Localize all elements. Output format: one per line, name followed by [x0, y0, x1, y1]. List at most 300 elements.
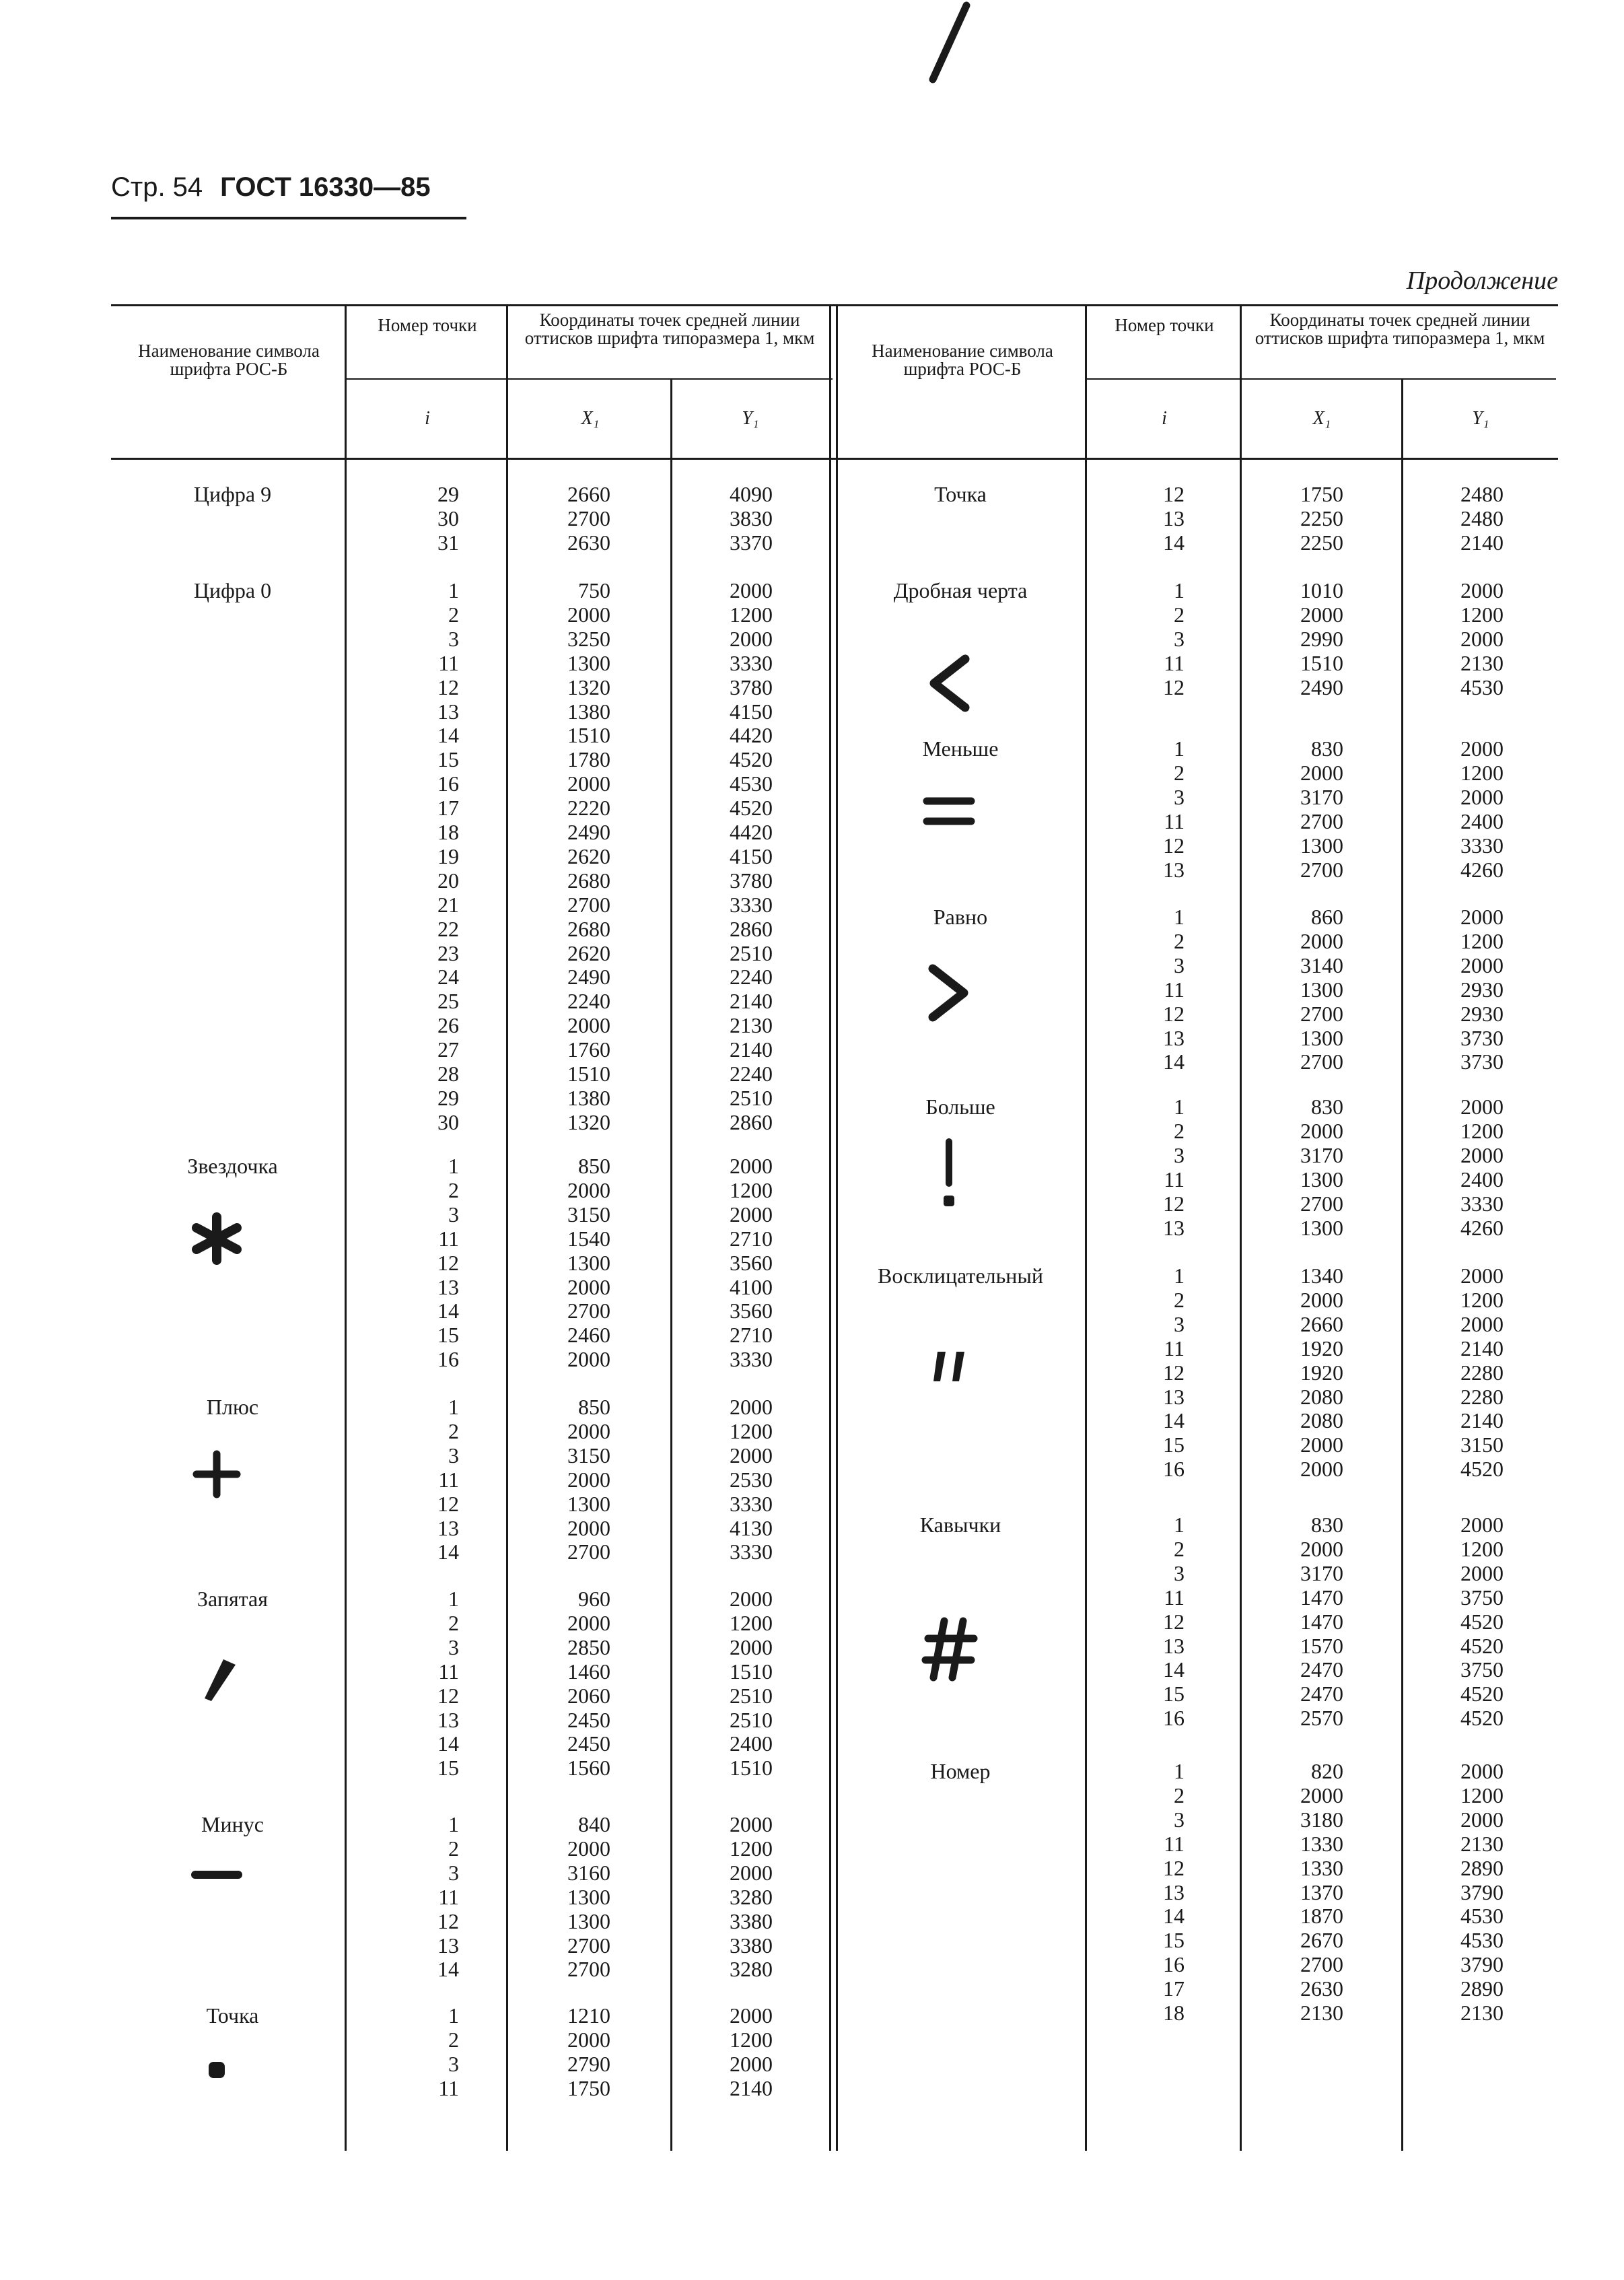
continuation-label: Продолжение	[1406, 267, 1558, 295]
x-coordinate-cell: 1750	[1300, 482, 1343, 506]
point-number-cell: 1	[448, 1395, 459, 1419]
y-coordinate-cell: 3330	[730, 892, 773, 917]
point-number-cell: 1	[1174, 736, 1185, 761]
point-number-cell: 2	[1174, 1536, 1185, 1561]
point-number-cell: 2	[1174, 1287, 1185, 1312]
page-header-title	[111, 174, 431, 201]
x-coordinate-cell: 1560	[567, 1756, 610, 1781]
x-coordinate-cell: 1300	[567, 1908, 610, 1933]
x-coordinate-cell: 2000	[567, 1610, 610, 1635]
y-coordinate-cell: 2400	[730, 1731, 773, 1756]
y-coordinate-cell: 4520	[1460, 1706, 1504, 1731]
x-coordinate-cell: 1870	[1300, 1904, 1343, 1929]
y-coordinate-cell: 2000	[1460, 953, 1504, 977]
symbol-name: Запятая	[197, 1587, 268, 1611]
y-coordinate-cell: 1200	[1460, 1287, 1504, 1312]
x-coordinate-cell: 2850	[567, 1634, 610, 1659]
point-number-cell: 11	[438, 2075, 459, 2100]
point-number-cell: 3	[448, 2051, 459, 2076]
x-coordinate-cell: 1300	[1300, 1215, 1343, 1240]
y-coordinate-cell: 2000	[1460, 626, 1504, 651]
point-number-cell: 12	[1163, 1191, 1185, 1216]
y-coordinate-cell: 2000	[1460, 1759, 1504, 1783]
x-coordinate-cell: 3170	[1300, 1142, 1343, 1167]
point-number-cell: 3	[1174, 626, 1185, 651]
y-coordinate-cell: 4100	[730, 1274, 773, 1299]
x-coordinate-cell: 2700	[567, 1540, 610, 1564]
y-coordinate-cell: 2860	[730, 916, 773, 941]
greater-than-glyph	[922, 959, 976, 1030]
x-coordinate-cell: 860	[1311, 905, 1343, 929]
point-number-cell: 28	[437, 1062, 459, 1086]
x-coordinate-cell: 1010	[1300, 578, 1343, 602]
y-coordinate-cell: 2000	[730, 1634, 773, 1659]
y-coordinate-cell: 2000	[730, 1154, 773, 1178]
header-bottom-rule	[111, 458, 1558, 460]
x-coordinate-cell: 1470	[1300, 1609, 1343, 1634]
x-coordinate-cell: 1920	[1300, 1360, 1343, 1385]
x-coordinate-cell: 830	[1311, 1513, 1343, 1537]
header-coordinates-right: Координаты точек средней линии оттисков шрифта типоразмера 1, мкм	[1255, 310, 1545, 348]
point-number-cell: 2	[1174, 760, 1185, 785]
symbol-name: Цифра 9	[193, 482, 272, 506]
y-coordinate-cell: 4530	[730, 771, 773, 796]
point-number-cell: 18	[437, 820, 459, 844]
point-number-cell: 3	[448, 1634, 459, 1659]
x-coordinate-cell: 2450	[567, 1707, 610, 1732]
y-coordinate-cell: 3370	[730, 530, 773, 555]
point-number-cell: 11	[438, 1884, 459, 1909]
point-number-cell: 13	[437, 1515, 459, 1540]
y-coordinate-cell: 2000	[1460, 1142, 1504, 1167]
y-coordinate-cell: 2510	[730, 1683, 773, 1708]
y-coordinate-cell: 2890	[1460, 1976, 1504, 2001]
x-coordinate-cell: 1300	[567, 1250, 610, 1275]
slash-glyph	[922, 0, 976, 91]
x-coordinate-cell: 2250	[1300, 506, 1343, 530]
y-coordinate-cell: 1510	[730, 1756, 773, 1781]
x-coordinate-cell: 1510	[567, 723, 610, 748]
y-coordinate-cell: 2510	[730, 940, 773, 965]
x-coordinate-cell: 2080	[1300, 1408, 1343, 1433]
x-coordinate-cell: 2700	[567, 506, 610, 530]
point-number-cell: 14	[437, 1957, 459, 1982]
point-number-cell: 13	[1163, 506, 1185, 530]
point-number-cell: 15	[1163, 1928, 1185, 1953]
x-coordinate-cell: 2000	[567, 1515, 610, 1540]
y-coordinate-cell: 2710	[730, 1226, 773, 1251]
symbol-name: Точка	[934, 482, 987, 506]
point-number-cell: 11	[1164, 977, 1185, 1002]
y-coordinate-cell: 3330	[730, 650, 773, 675]
point-number-cell: 18	[1163, 2001, 1185, 2025]
y-coordinate-cell: 3380	[730, 1908, 773, 1933]
y-coordinate-cell: 1200	[730, 2027, 773, 2052]
x-coordinate-cell: 2460	[567, 1323, 610, 1348]
x-coordinate-cell: 3150	[567, 1443, 610, 1467]
y-coordinate-cell: 2710	[730, 1323, 773, 1348]
header-symbol-name-left: Наименование символа шрифта РОС-Б	[138, 341, 320, 379]
y-coordinate-cell: 1200	[1460, 928, 1504, 953]
y-coordinate-cell: 4260	[1460, 1215, 1504, 1240]
point-number-cell: 2	[1174, 1118, 1185, 1143]
point-number-cell: 1	[1174, 1513, 1185, 1537]
point-number-cell: 15	[1163, 1432, 1185, 1457]
x-coordinate-cell: 1320	[567, 1109, 610, 1134]
point-number-cell: 11	[1164, 650, 1185, 675]
y-coordinate-cell: 3560	[730, 1299, 773, 1323]
x-coordinate-cell: 1380	[567, 699, 610, 724]
x-coordinate-cell: 2000	[567, 1347, 610, 1372]
x-coordinate-cell: 2000	[567, 1274, 610, 1299]
point-number-cell: 1	[448, 1587, 459, 1611]
y-coordinate-cell: 2000	[730, 578, 773, 602]
point-number-cell: 12	[1163, 675, 1185, 699]
symbol-name: Больше	[925, 1095, 995, 1119]
y-coordinate-cell: 3780	[730, 868, 773, 893]
y-coordinate-cell: 4530	[1460, 1904, 1504, 1929]
x-coordinate-cell: 2660	[567, 482, 610, 506]
point-number-cell: 11	[438, 1659, 459, 1684]
symbol-name: Звездочка	[187, 1154, 278, 1178]
point-number-cell: 17	[437, 796, 459, 821]
x-coordinate-cell: 2790	[567, 2051, 610, 2076]
x-coordinate-cell: 820	[1311, 1759, 1343, 1783]
y-coordinate-cell: 2280	[1460, 1384, 1504, 1409]
y-coordinate-cell: 2000	[730, 1395, 773, 1419]
x-coordinate-cell: 2490	[1300, 675, 1343, 699]
standard-number: ГОСТ 16330—85	[220, 172, 431, 202]
header-symbol-name-right: Наименование символа шрифта РОС-Б	[872, 341, 1053, 379]
y-coordinate-cell: 3830	[730, 506, 773, 530]
y-coordinate-cell: 4420	[730, 723, 773, 748]
point-number-cell: 26	[437, 1013, 459, 1038]
point-number-cell: 11	[1164, 1167, 1185, 1191]
point-number-cell: 16	[1163, 1706, 1185, 1731]
point-number-cell: 1	[448, 1812, 459, 1836]
y-coordinate-cell: 2280	[1460, 1360, 1504, 1385]
y-coordinate-cell: 2890	[1460, 1855, 1504, 1880]
x-coordinate-cell: 2000	[1300, 1783, 1343, 1807]
header-x-right: X₁	[1312, 408, 1331, 429]
x-coordinate-cell: 1780	[567, 747, 610, 772]
point-number-cell: 19	[437, 843, 459, 868]
x-coordinate-cell: 750	[578, 578, 610, 602]
y-coordinate-cell: 2930	[1460, 977, 1504, 1002]
y-coordinate-cell: 2140	[1460, 1408, 1504, 1433]
x-coordinate-cell: 2620	[567, 843, 610, 868]
x-coordinate-cell: 2470	[1300, 1682, 1343, 1706]
x-coordinate-cell: 2000	[567, 1013, 610, 1038]
x-coordinate-cell: 2000	[1300, 928, 1343, 953]
y-coordinate-cell: 2510	[730, 1085, 773, 1110]
point-number-cell: 3	[448, 1860, 459, 1885]
point-number-cell: 1	[448, 578, 459, 602]
point-number-cell: 12	[1163, 833, 1185, 858]
x-coordinate-cell: 830	[1311, 1095, 1343, 1119]
y-coordinate-cell: 2130	[1460, 2001, 1504, 2025]
point-number-cell: 1	[1174, 1264, 1185, 1288]
x-coordinate-cell: 1300	[567, 650, 610, 675]
y-coordinate-cell: 4520	[730, 747, 773, 772]
x-coordinate-cell: 2470	[1300, 1657, 1343, 1682]
point-number-cell: 17	[1163, 1976, 1185, 2001]
x-coordinate-cell: 2000	[567, 1418, 610, 1443]
point-number-cell: 13	[1163, 1215, 1185, 1240]
page-header	[111, 174, 431, 201]
y-coordinate-cell: 2480	[1460, 506, 1504, 530]
x-coordinate-cell: 2570	[1300, 1706, 1343, 1731]
equals-glyph	[919, 788, 979, 838]
point-number-cell: 13	[1163, 1384, 1185, 1409]
header-i-right: i	[1162, 408, 1167, 429]
y-coordinate-cell: 1200	[730, 1418, 773, 1443]
y-coordinate-cell: 2240	[730, 965, 773, 990]
point-number-cell: 14	[1163, 1049, 1185, 1074]
point-number-cell: 13	[437, 1933, 459, 1958]
y-coordinate-cell: 3730	[1460, 1025, 1504, 1050]
x-coordinate-cell: 2000	[1300, 1457, 1343, 1482]
x-coordinate-cell: 2000	[567, 771, 610, 796]
y-coordinate-cell: 2930	[1460, 1001, 1504, 1026]
x-coordinate-cell: 1920	[1300, 1336, 1343, 1360]
y-coordinate-cell: 4520	[1460, 1633, 1504, 1658]
x-coordinate-cell: 2680	[567, 916, 610, 941]
symbol-name: Кавычки	[919, 1513, 1001, 1537]
x-coordinate-cell: 2700	[567, 1933, 610, 1958]
y-coordinate-cell: 3280	[730, 1884, 773, 1909]
x-coordinate-cell: 1510	[567, 1062, 610, 1086]
x-coordinate-cell: 2000	[567, 1467, 610, 1492]
x-coordinate-cell: 2700	[1300, 857, 1343, 882]
point-number-cell: 3	[1174, 1560, 1185, 1585]
y-coordinate-cell: 3560	[730, 1250, 773, 1275]
x-coordinate-cell: 2700	[1300, 1952, 1343, 1977]
y-coordinate-cell: 2480	[1460, 482, 1504, 506]
y-coordinate-cell: 4130	[730, 1515, 773, 1540]
point-number-cell: 13	[1163, 1633, 1185, 1658]
x-coordinate-cell: 830	[1311, 736, 1343, 761]
x-coordinate-cell: 2680	[567, 868, 610, 893]
point-number-cell: 1	[1174, 1095, 1185, 1119]
y-coordinate-cell: 2000	[1460, 1264, 1504, 1288]
x-coordinate-cell: 850	[578, 1154, 610, 1178]
y-coordinate-cell: 3150	[1460, 1432, 1504, 1457]
point-number-cell: 12	[437, 1908, 459, 1933]
y-coordinate-cell: 3330	[1460, 833, 1504, 858]
y-coordinate-cell: 2000	[730, 1443, 773, 1467]
y-coordinate-cell: 4520	[1460, 1457, 1504, 1482]
x-coordinate-cell: 2700	[567, 1957, 610, 1982]
x-coordinate-cell: 1300	[1300, 1167, 1343, 1191]
x-coordinate-cell: 3140	[1300, 953, 1343, 977]
point-number-cell: 14	[437, 1299, 459, 1323]
point-number-cell: 11	[1164, 1336, 1185, 1360]
point-number-cell: 12	[1163, 1360, 1185, 1385]
y-coordinate-cell: 3280	[730, 1957, 773, 1982]
point-number-cell: 3	[1174, 1311, 1185, 1336]
x-coordinate-cell: 2620	[567, 940, 610, 965]
x-coordinate-cell: 2000	[1300, 602, 1343, 627]
point-number-cell: 14	[1163, 1904, 1185, 1929]
symbol-name: Номер	[930, 1759, 991, 1783]
header-rule	[111, 217, 466, 219]
point-number-cell: 21	[437, 892, 459, 917]
x-coordinate-cell: 1210	[567, 2003, 610, 2028]
y-coordinate-cell: 2000	[1460, 1513, 1504, 1537]
x-coordinate-cell: 1510	[1300, 650, 1343, 675]
point-number-cell: 1	[1174, 905, 1185, 929]
point-number-cell: 13	[1163, 1025, 1185, 1050]
point-number-cell: 3	[1174, 1142, 1185, 1167]
y-coordinate-cell: 2140	[1460, 1336, 1504, 1360]
y-coordinate-cell: 3330	[1460, 1191, 1504, 1216]
point-number-cell: 2	[448, 1418, 459, 1443]
x-coordinate-cell: 3170	[1300, 1560, 1343, 1585]
header-x-left: X₁	[581, 408, 600, 429]
point-number-cell: 13	[437, 1274, 459, 1299]
point-number-cell: 24	[437, 965, 459, 990]
y-coordinate-cell: 2000	[1460, 1311, 1504, 1336]
x-coordinate-cell: 2490	[567, 965, 610, 990]
point-number-cell: 13	[437, 699, 459, 724]
point-number-cell: 3	[1174, 953, 1185, 977]
x-coordinate-cell: 840	[578, 1812, 610, 1836]
page-label: Стр. 54	[111, 172, 203, 202]
point-number-cell: 27	[437, 1037, 459, 1062]
point-number-cell: 12	[437, 1250, 459, 1275]
point-number-cell: 13	[1163, 1879, 1185, 1904]
x-coordinate-cell: 2700	[567, 1299, 610, 1323]
point-number-cell: 2	[448, 1177, 459, 1202]
y-coordinate-cell: 2130	[730, 1013, 773, 1038]
x-coordinate-cell: 3160	[567, 1860, 610, 1885]
x-coordinate-cell: 2700	[1300, 1049, 1343, 1074]
y-coordinate-cell: 3780	[730, 675, 773, 699]
header-i-left: i	[425, 408, 430, 429]
y-coordinate-cell: 4420	[730, 820, 773, 844]
point-number-cell: 25	[437, 989, 459, 1014]
y-coordinate-cell: 2000	[730, 1812, 773, 1836]
x-coordinate-cell: 2990	[1300, 626, 1343, 651]
x-coordinate-cell: 1340	[1300, 1264, 1343, 1288]
point-number-cell: 14	[1163, 530, 1185, 555]
point-number-cell: 30	[437, 1109, 459, 1134]
point-number-cell: 12	[1163, 482, 1185, 506]
y-coordinate-cell: 2000	[1460, 1095, 1504, 1119]
point-number-cell: 15	[437, 1756, 459, 1781]
header-point-number-left: Номер точки	[378, 315, 477, 335]
x-coordinate-cell: 2660	[1300, 1311, 1343, 1336]
less-than-glyph	[922, 650, 976, 720]
point-number-cell: 13	[437, 1707, 459, 1732]
y-coordinate-cell: 1200	[730, 1610, 773, 1635]
x-coordinate-cell: 2000	[567, 1177, 610, 1202]
y-coordinate-cell: 1200	[1460, 602, 1504, 627]
x-coordinate-cell: 2060	[567, 1683, 610, 1708]
x-coordinate-cell: 2240	[567, 989, 610, 1014]
x-coordinate-cell: 1300	[567, 1491, 610, 1516]
point-number-cell: 15	[437, 1323, 459, 1348]
point-number-cell: 12	[1163, 1001, 1185, 1026]
y-coordinate-cell: 2000	[1460, 736, 1504, 761]
x-coordinate-cell: 1380	[567, 1085, 610, 1110]
point-number-cell: 16	[1163, 1952, 1185, 1977]
y-coordinate-cell: 2140	[1460, 530, 1504, 555]
symbol-name: Восклицательный	[878, 1264, 1043, 1288]
point-number-cell: 13	[1163, 857, 1185, 882]
x-coordinate-cell: 960	[578, 1587, 610, 1611]
y-coordinate-cell: 3790	[1460, 1879, 1504, 1904]
y-coordinate-cell: 1510	[730, 1659, 773, 1684]
x-coordinate-cell: 2450	[567, 1731, 610, 1756]
x-coordinate-cell: 850	[578, 1395, 610, 1419]
x-coordinate-cell: 2700	[567, 892, 610, 917]
y-coordinate-cell: 4150	[730, 843, 773, 868]
point-number-cell: 11	[438, 650, 459, 675]
point-number-cell: 1	[1174, 578, 1185, 602]
x-coordinate-cell: 2700	[1300, 1191, 1343, 1216]
point-number-cell: 2	[448, 602, 459, 627]
y-coordinate-cell: 2140	[730, 1037, 773, 1062]
point-number-cell: 3	[1174, 1807, 1185, 1832]
symbol-name: Равно	[933, 905, 988, 929]
x-coordinate-cell: 2670	[1300, 1928, 1343, 1953]
table-top-rule	[111, 304, 1558, 306]
y-coordinate-cell: 4530	[1460, 675, 1504, 699]
x-coordinate-cell: 2000	[567, 602, 610, 627]
x-coordinate-cell: 3150	[567, 1202, 610, 1227]
point-number-cell: 3	[448, 626, 459, 651]
header-y-left: Y₁	[742, 408, 759, 429]
symbol-name: Точка	[206, 2003, 259, 2028]
point-number-cell: 12	[1163, 1855, 1185, 1880]
y-coordinate-cell: 2130	[1460, 1831, 1504, 1856]
point-number-cell: 20	[437, 868, 459, 893]
y-coordinate-cell: 2000	[730, 2051, 773, 2076]
y-coordinate-cell: 1200	[1460, 760, 1504, 785]
x-coordinate-cell: 3170	[1300, 784, 1343, 809]
y-coordinate-cell: 1200	[730, 602, 773, 627]
y-coordinate-cell: 2000	[1460, 578, 1504, 602]
y-coordinate-cell: 3750	[1460, 1585, 1504, 1610]
x-coordinate-cell: 2000	[1300, 1432, 1343, 1457]
y-coordinate-cell: 4150	[730, 699, 773, 724]
x-coordinate-cell: 2130	[1300, 2001, 1343, 2025]
y-coordinate-cell: 1200	[1460, 1536, 1504, 1561]
x-coordinate-cell: 1320	[567, 675, 610, 699]
x-coordinate-cell: 1470	[1300, 1585, 1343, 1610]
point-number-cell: 12	[1163, 1609, 1185, 1634]
x-coordinate-cell: 2630	[567, 530, 610, 555]
y-coordinate-cell: 2000	[1460, 1807, 1504, 1832]
y-coordinate-cell: 2400	[1460, 1167, 1504, 1191]
y-coordinate-cell: 2240	[730, 1062, 773, 1086]
point-number-cell: 2	[1174, 602, 1185, 627]
y-coordinate-cell: 3750	[1460, 1657, 1504, 1682]
point-number-cell: 12	[437, 1683, 459, 1708]
y-coordinate-cell: 3380	[730, 1933, 773, 1958]
y-coordinate-cell: 3330	[730, 1491, 773, 1516]
point-number-cell: 29	[437, 1085, 459, 1110]
y-coordinate-cell: 2000	[730, 2003, 773, 2028]
point-number-cell: 2	[448, 1610, 459, 1635]
point-number-cell: 3	[1174, 784, 1185, 809]
y-coordinate-cell: 2860	[730, 1109, 773, 1134]
point-number-cell: 14	[437, 1540, 459, 1564]
point-number-cell: 2	[1174, 1783, 1185, 1807]
y-coordinate-cell: 4260	[1460, 857, 1504, 882]
